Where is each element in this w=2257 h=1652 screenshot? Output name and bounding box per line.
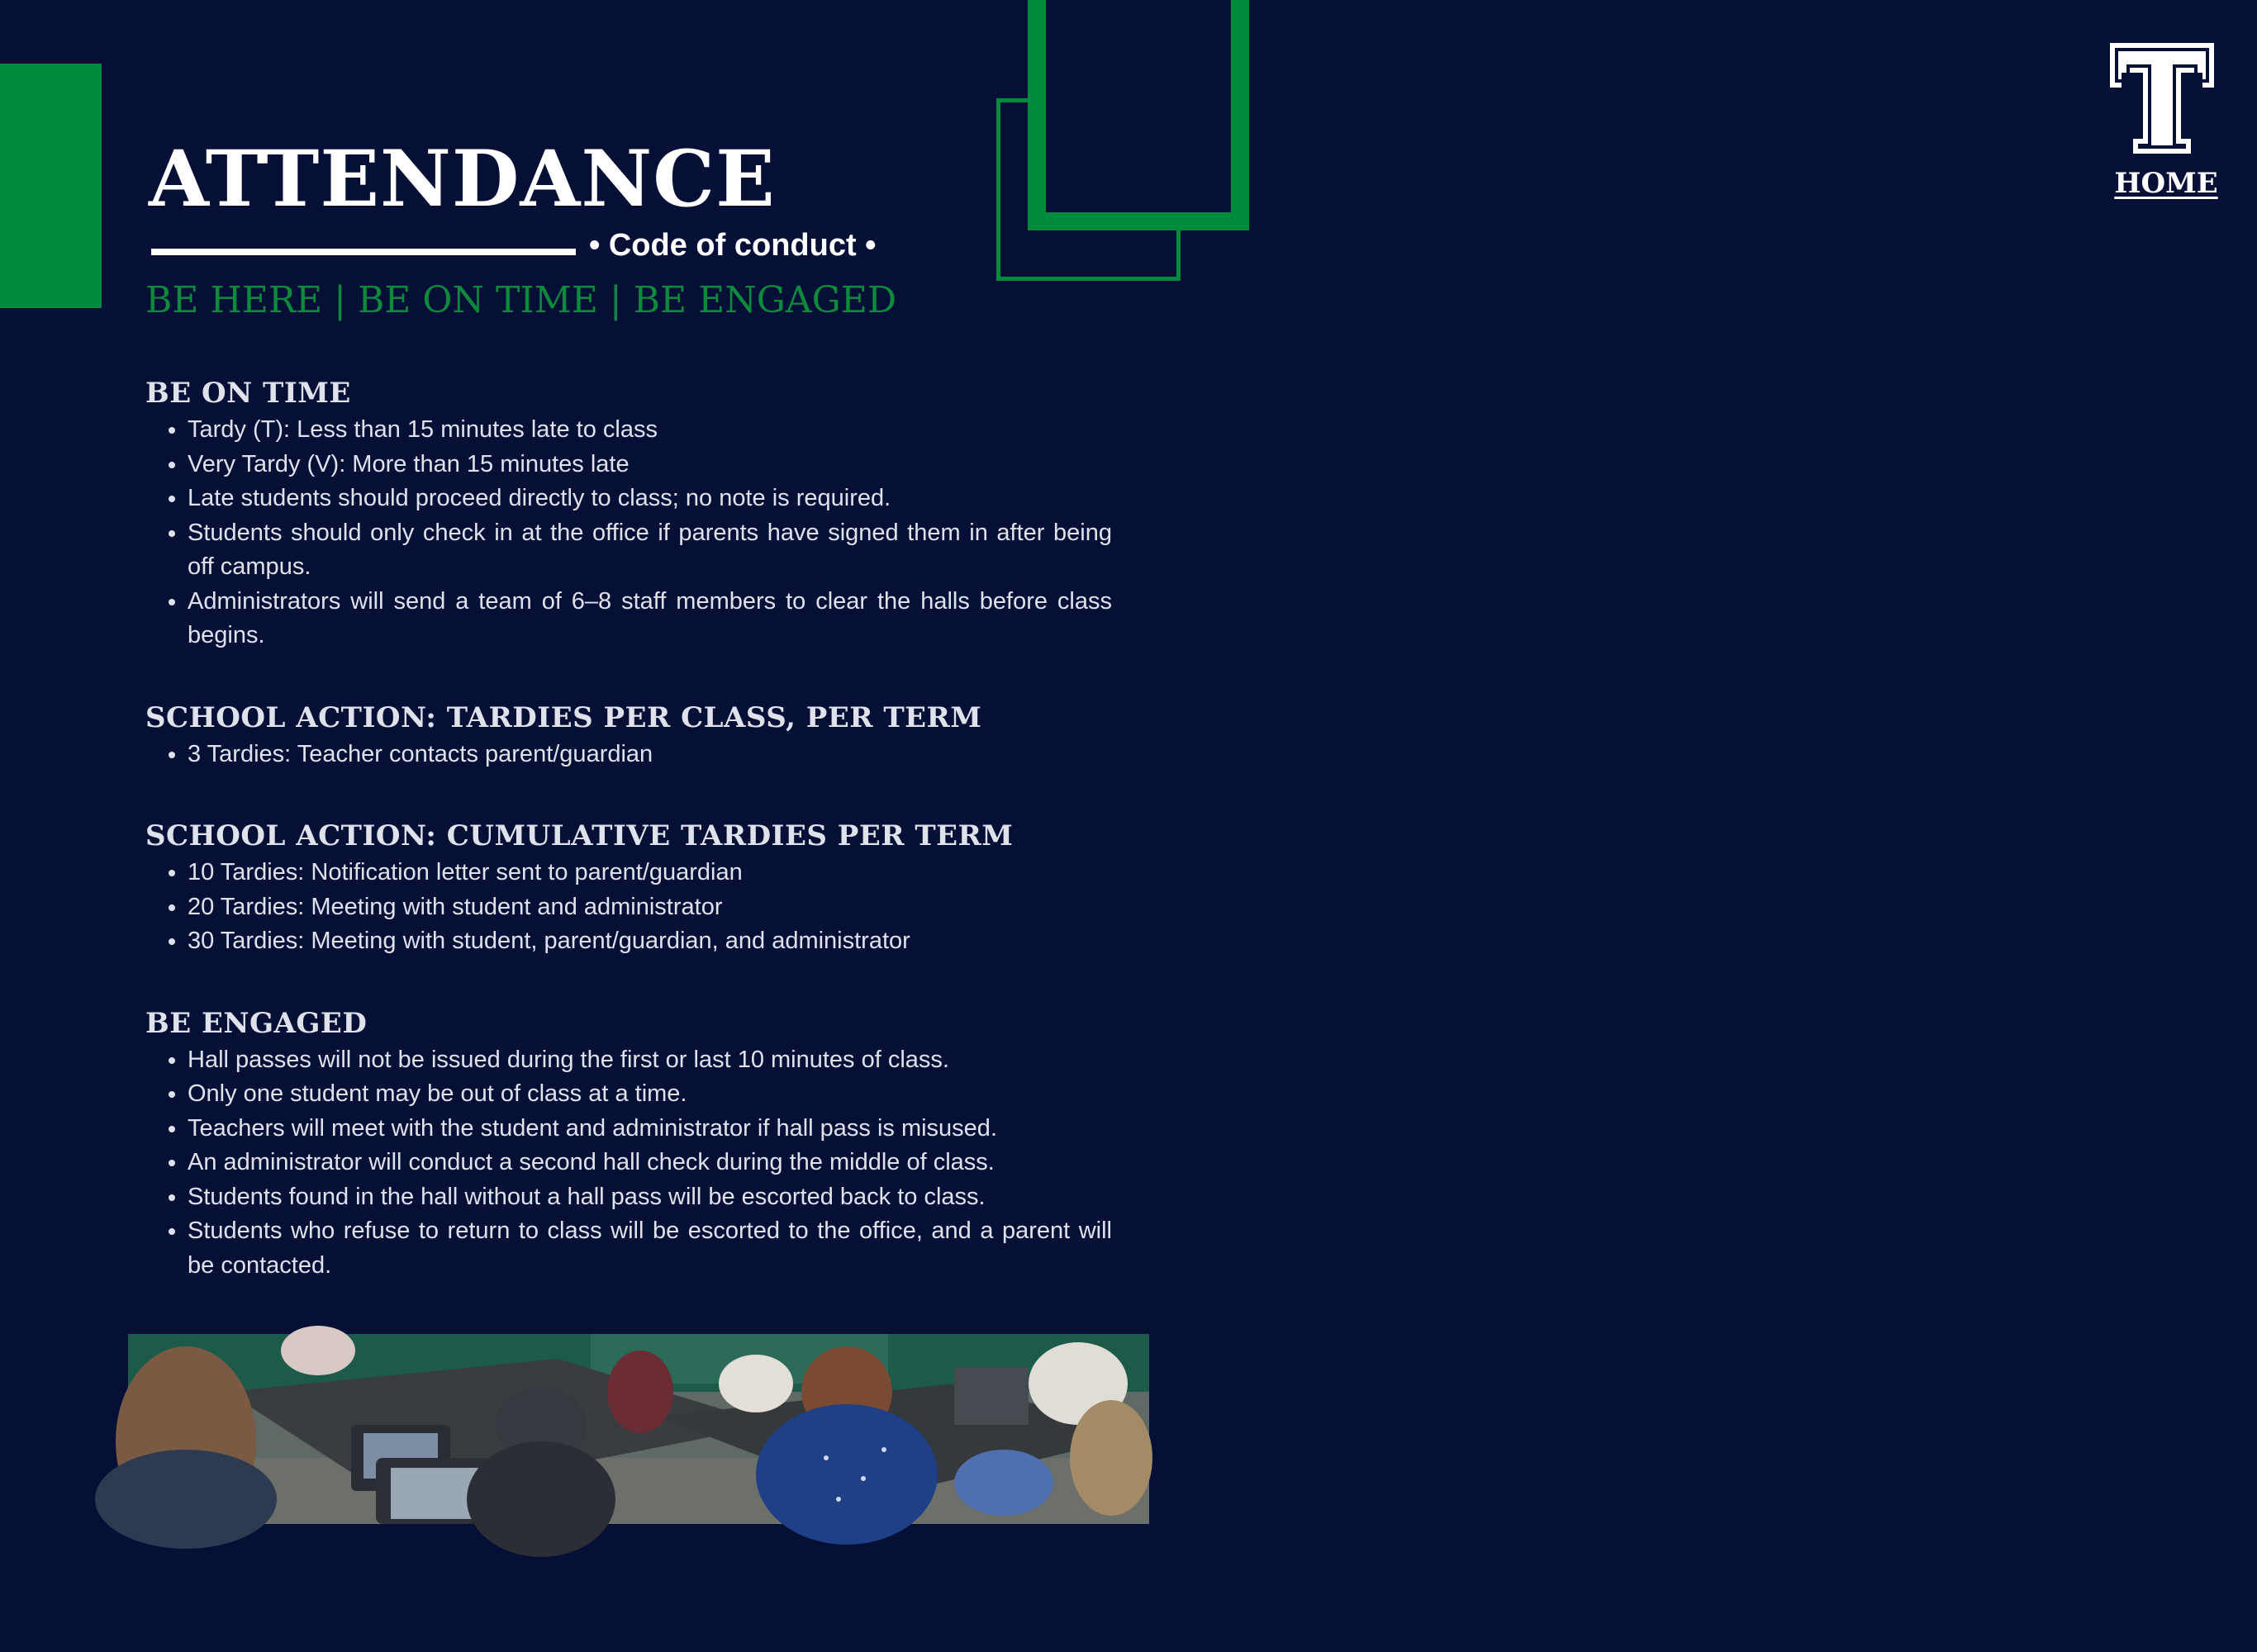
section-heading: BE ON TIME bbox=[145, 377, 351, 410]
page-subtitle: • Code of conduct • bbox=[589, 228, 877, 263]
section-be-engaged bbox=[145, 1007, 1112, 1284]
section-tardies-per-class bbox=[145, 701, 1112, 772]
list-item: • An administrator will conduct a second hall check during the middle of class. bbox=[188, 1146, 1112, 1180]
section-heading: SCHOOL ACTION: CUMULATIVE TARDIES PER TERM bbox=[145, 819, 1014, 852]
list-item: • Students found in the hall without a hall pass will be escorted back to class. bbox=[188, 1180, 1112, 1215]
list-item: • 10 Tardies: Notification letter sent to parent/guardian bbox=[188, 856, 1112, 890]
page-title: ATTENDANCE bbox=[149, 134, 776, 225]
bullet-list bbox=[145, 1043, 1112, 1284]
list-item: • Very Tardy (V): More than 15 minutes late bbox=[188, 448, 1112, 482]
title-underline bbox=[151, 249, 576, 255]
bullet-list bbox=[145, 738, 1112, 772]
list-item: • 30 Tardies: Meeting with student, parent/guardian, and administrator bbox=[188, 924, 1112, 959]
section-heading: SCHOOL ACTION: TARDIES PER CLASS, PER TERM bbox=[145, 700, 982, 734]
green-accent-block bbox=[0, 64, 102, 308]
list-item: • Students who refuse to return to class will be escorted to the office, and a parent will be contacted. bbox=[188, 1214, 1112, 1283]
t-logo-icon bbox=[2110, 43, 2214, 154]
home-label: HOME bbox=[2114, 167, 2218, 200]
section-cumulative-tardies bbox=[145, 819, 1112, 959]
tagline: BE HERE | BE ON TIME | BE ENGAGED bbox=[145, 279, 897, 321]
bullet-list bbox=[145, 413, 1112, 653]
list-item: • Hall passes will not be issued during the first or last 10 minutes of class. bbox=[188, 1043, 1112, 1078]
home-button[interactable] bbox=[1028, 0, 2218, 231]
list-item: • 3 Tardies: Teacher contacts parent/guardian bbox=[188, 738, 1112, 772]
classroom-photo bbox=[128, 1334, 1149, 1524]
content-area bbox=[145, 377, 1112, 1331]
section-be-on-time bbox=[145, 377, 1112, 653]
list-item: • Teachers will meet with the student and administrator if hall pass is misused. bbox=[188, 1112, 1112, 1146]
bullet-list bbox=[145, 856, 1112, 959]
list-item: • Tardy (T): Less than 15 minutes late to class bbox=[188, 413, 1112, 448]
section-heading: BE ENGAGED bbox=[145, 1006, 368, 1040]
list-item: • Administrators will send a team of 6–8 staff members to clear the halls before class begins. bbox=[188, 585, 1112, 653]
list-item: • Students should only check in at the office if parents have signed them in after being off campus. bbox=[188, 516, 1112, 585]
list-item: • Only one student may be out of class at a time. bbox=[188, 1077, 1112, 1112]
list-item: • Late students should proceed directly to class; no note is required. bbox=[188, 482, 1112, 516]
list-item: • 20 Tardies: Meeting with student and administrator bbox=[188, 890, 1112, 925]
